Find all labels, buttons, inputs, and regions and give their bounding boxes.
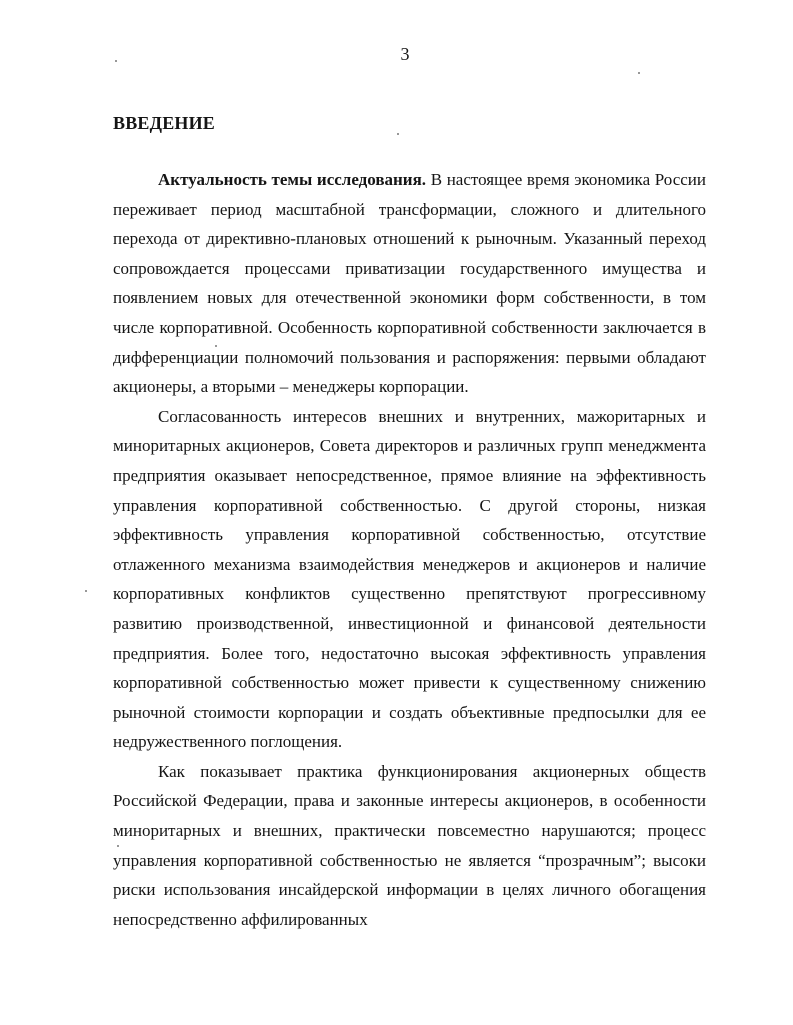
- scan-speck: [215, 345, 217, 347]
- paragraph-interests: [113, 402, 706, 757]
- scan-speck: [638, 72, 640, 74]
- scan-speck: [85, 590, 87, 592]
- body-text: [113, 165, 706, 934]
- scan-speck: [115, 60, 117, 62]
- scan-speck: [397, 133, 399, 135]
- paragraph-text: В настоящее время экономика России переживает период масштабной трансформации, сложного и длительного перехода от директивно-плановых отношений к рыночным. Указанный переход сопровождается процессами приватизации государственного имущества и появлением новых для отечественной экономики форм собственности, в том числе корпоративной. Особенность корпоративной собственности заключается в дифференциации полномочий пользования и распоряжения: первыми обладают акционеры, а вторыми – менеджеры корпорации.: [113, 170, 707, 397]
- paragraph-lead: Актуальность темы исследования.: [158, 170, 427, 189]
- paragraph-practice: [113, 757, 706, 935]
- paragraph-text: Согласованность интересов внешних и внутренних, мажоритарных и миноритарных акционеров, Совета директоров и различных групп менеджмента предприятия оказывает непосредственное, прямое влияние на эффективность управления корпоративной собственностью. С другой стороны, низкая эффективность управления корпоративной собственностью, отсутствие отлаженного механизма взаимодействия менеджеров и акционеров и наличие корпоративных конфликтов существенно препятствуют прогрессивному развитию производственной, инвестиционной и финансовой деятельности предприятия. Более того, недостаточно высокая эффективность управления корпоративной собственностью может привести к существенному снижению рыночной стоимости корпорации и создать объективные предпосылки для ее недружественного поглощения.: [113, 406, 706, 752]
- section-heading: ВВЕДЕНИЕ: [113, 113, 216, 133]
- scan-speck: [117, 845, 119, 847]
- page-number: 3: [400, 44, 410, 64]
- paragraph-relevance: [113, 165, 706, 402]
- paragraph-text: Как показывает практика функционирования акционерных обществ Российской Федерации, права и законные интересы акционеров, в особенности миноритарных и внешних, практически повсеместно нарушаются; процесс управления корпоративной собственностью не является “прозрачным”; высоки риски использования инсайдерской информации в целях личного обогащения непосредственно аффилированных: [113, 761, 706, 929]
